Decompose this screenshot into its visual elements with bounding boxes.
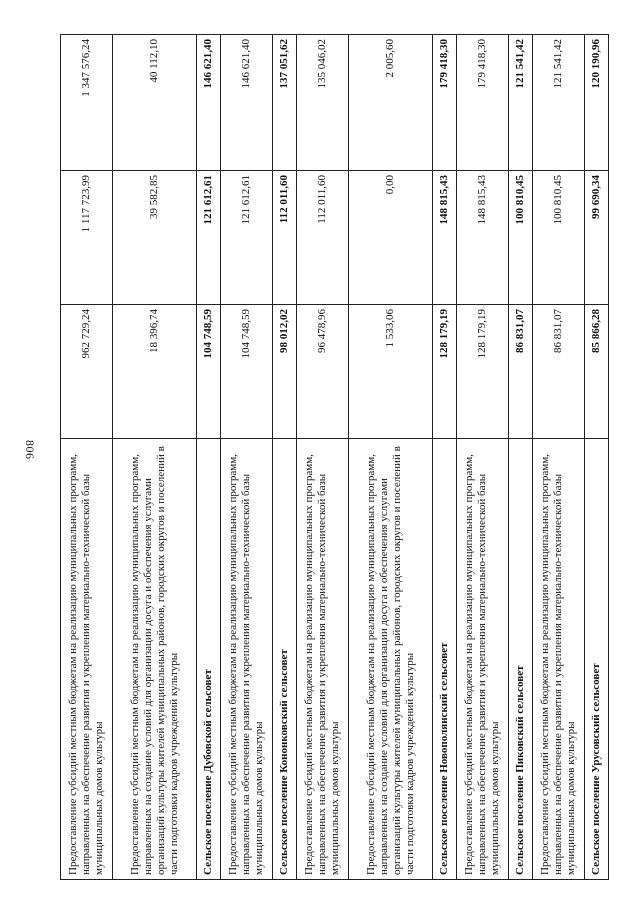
amount-cell-2: 100 810,45	[509, 171, 533, 305]
subsidy-name-cell: Предоставление субсидий местным бюджетам на реализацию муниципальных программ, направленных на обеспечение развития и укрепления материально-технической базы муниципальных домов культуры	[61, 439, 113, 880]
amount-cell-2: 39 582,85	[113, 171, 197, 305]
amount-cell-2: 112 011,60	[273, 171, 297, 305]
subsidy-name-cell: Предоставление субсидий местным бюджетам на реализацию муниципальных программ, направленных на создание условий для организации досуга и обеспечения услугами организаций культуры жителей муниципальных районов, городских округов и поселений в части подготовки кадров учреждений культуры	[349, 439, 433, 880]
amount-cell-2: 99 690,34	[585, 171, 609, 305]
settlement-name-cell: Сельское поселение Пиковский сельсовет	[509, 439, 533, 880]
page-number: 806	[23, 440, 37, 460]
amount-cell-3: 146 621,40	[221, 35, 273, 171]
amount-cell-1: 98 012,02	[273, 305, 297, 439]
amount-cell-3: 137 051,62	[273, 35, 297, 171]
amount-cell-2: 148 815,43	[433, 171, 457, 305]
settlement-name-cell: Сельское поселение Новополянский сельсовет	[433, 439, 457, 880]
amount-cell-3: 120 190,96	[585, 35, 609, 171]
budget-table-body	[61, 35, 609, 880]
amount-cell-3: 121 541,42	[509, 35, 533, 171]
settlement-row	[197, 35, 221, 880]
amount-cell-3: 2 005,60	[349, 35, 433, 171]
amount-cell-3: 121 541,42	[533, 35, 585, 171]
amount-cell-1: 962 729,24	[61, 305, 113, 439]
amount-cell-2: 0,00	[349, 171, 433, 305]
settlement-row	[585, 35, 609, 880]
rotated-table-container	[60, 35, 625, 880]
amount-cell-1: 85 866,28	[585, 305, 609, 439]
amount-cell-1: 18 396,74	[113, 305, 197, 439]
subsidy-name-cell: Предоставление субсидий местным бюджетам на реализацию муниципальных программ, направленных на обеспечение развития и укрепления материально-технической базы муниципальных домов культуры	[221, 439, 273, 880]
settlement-row	[433, 35, 457, 880]
amount-cell-1: 86 831,07	[533, 305, 585, 439]
subsidy-row	[533, 35, 585, 880]
amount-cell-3: 1 347 576,24	[61, 35, 113, 171]
amount-cell-2: 112 011,60	[297, 171, 349, 305]
amount-cell-2: 148 815,43	[457, 171, 509, 305]
amount-cell-1: 104 748,59	[197, 305, 221, 439]
subsidy-name-cell: Предоставление субсидий местным бюджетам на реализацию муниципальных программ, направленных на обеспечение развития и укрепления материально-технической базы муниципальных домов культуры	[297, 439, 349, 880]
amount-cell-2: 1 117 723,99	[61, 171, 113, 305]
settlement-row	[273, 35, 297, 880]
amount-cell-1: 86 831,07	[509, 305, 533, 439]
amount-cell-2: 121 612,61	[221, 171, 273, 305]
amount-cell-3: 179 418,30	[433, 35, 457, 171]
subsidy-row	[113, 35, 197, 880]
amount-cell-1: 96 478,96	[297, 305, 349, 439]
subsidy-row	[297, 35, 349, 880]
subsidy-name-cell: Предоставление субсидий местным бюджетам на реализацию муниципальных программ, направленных на обеспечение развития и укрепления материально-технической базы муниципальных домов культуры	[533, 439, 585, 880]
subsidy-row	[61, 35, 113, 880]
amount-cell-3: 40 112,10	[113, 35, 197, 171]
subsidy-name-cell: Предоставление субсидий местным бюджетам на реализацию муниципальных программ, направленных на обеспечение развития и укрепления материально-технической базы муниципальных домов культуры	[457, 439, 509, 880]
settlement-name-cell: Сельское поселение Кононковский сельсовет	[273, 439, 297, 880]
budget-table	[60, 34, 609, 880]
subsidy-row	[457, 35, 509, 880]
subsidy-row	[221, 35, 273, 880]
amount-cell-3: 146 621,40	[197, 35, 221, 171]
amount-cell-1: 104 748,59	[221, 305, 273, 439]
subsidy-row	[349, 35, 433, 880]
amount-cell-3: 179 418,30	[457, 35, 509, 171]
subsidy-name-cell: Предоставление субсидий местным бюджетам на реализацию муниципальных программ, направленных на создание условий для организации досуга и обеспечения услугами организаций культуры жителей муниципальных районов, городских округов и поселений в части подготовки кадров учреждений культуры	[113, 439, 197, 880]
settlement-name-cell: Сельское поселение Урусовский сельсовет	[585, 439, 609, 880]
amount-cell-1: 128 179,19	[433, 305, 457, 439]
settlement-name-cell: Сельское поселение Дубовской сельсовет	[197, 439, 221, 880]
settlement-row	[509, 35, 533, 880]
amount-cell-3: 135 046,02	[297, 35, 349, 171]
amount-cell-2: 100 810,45	[533, 171, 585, 305]
amount-cell-2: 121 612,61	[197, 171, 221, 305]
amount-cell-1: 128 179,19	[457, 305, 509, 439]
amount-cell-1: 1 533,06	[349, 305, 433, 439]
